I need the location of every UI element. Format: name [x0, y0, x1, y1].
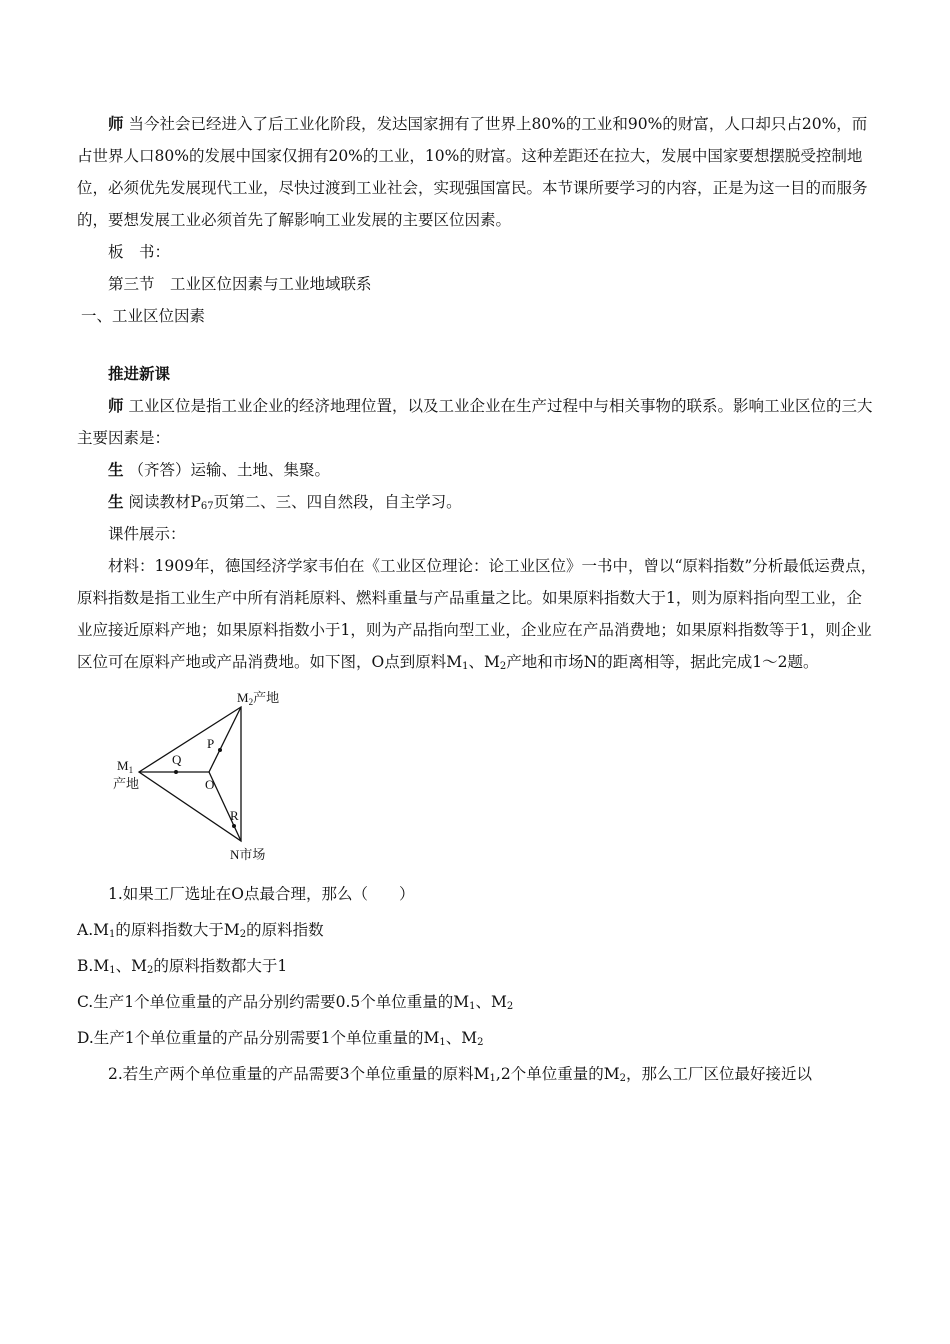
- m1-suffix: 产地: [113, 776, 140, 791]
- subscript: 1: [109, 965, 116, 976]
- speaker-student: 生: [108, 461, 124, 479]
- question-2-text: ,2个单位重量的M: [495, 1065, 620, 1083]
- triangle-outline: [139, 707, 241, 841]
- triangle-location-diagram: [77, 684, 877, 874]
- teacher-paragraph: [77, 390, 877, 454]
- subscript: 1: [109, 929, 116, 940]
- spacer: [77, 332, 877, 358]
- speaker-student: 生: [108, 493, 124, 511]
- question-2-text: ，那么工厂区位最好接近以: [625, 1065, 812, 1083]
- option-a-text: A.M: [77, 921, 109, 939]
- student-reading-paragraph: [77, 486, 877, 518]
- material-text: 材料：1909年，德国经济学家韦伯在《工业区位理论：论工业区位》一书中，曾以“原料指数”分析最低运费点，原料指数是指工业生产中所有消耗原料、燃料重量与产品重量之比。如果原料指数大于1，则为原料指向型工业，企业应接近原料产地；如果原料指数小于1，则为产品指向型工业，企业应在产品消费地；如果原料指数等于1，则企业区位可在原料产地或产品消费地。如下图，O点到原料M: [77, 557, 877, 671]
- subscript: 1: [469, 1001, 476, 1012]
- board-item-1: 一、工业区位因素: [81, 307, 206, 325]
- subscript: 1: [489, 1073, 496, 1084]
- question-1: 1.如果工厂选址在O点最合理，那么（ ）: [108, 885, 415, 903]
- subscript: 1: [439, 1037, 446, 1048]
- option-c-text: 、M: [475, 993, 507, 1011]
- option-d: [77, 1020, 877, 1056]
- student-answer-paragraph: [77, 454, 877, 486]
- subscript: 2: [506, 1001, 514, 1012]
- question-2-text: 2.若生产两个单位重量的产品需要3个单位重量的原料M: [108, 1065, 490, 1083]
- page-subscript: 67: [200, 501, 214, 512]
- p-label: P: [207, 736, 215, 751]
- m2-label: $M_2$产地: [237, 690, 280, 707]
- n-market-label: N市场: [230, 847, 266, 862]
- point-q: [174, 770, 178, 774]
- subscript: 1: [462, 661, 469, 672]
- subscript: 2: [146, 965, 154, 976]
- option-b-text: B.M: [77, 957, 110, 975]
- m1-label: $M_1$: [117, 758, 134, 775]
- point-p: [218, 748, 222, 752]
- board-label: 板 书：: [108, 243, 171, 261]
- option-a-text: 的原料指数大于M: [115, 921, 240, 939]
- point-r: [232, 824, 236, 828]
- option-b-text: 的原料指数都大于1: [153, 957, 288, 975]
- new-lesson-heading: 推进新课: [108, 365, 171, 383]
- subscript: 2: [239, 929, 247, 940]
- material-text: 产地和市场N的距离相等，据此完成1～2题。: [506, 653, 819, 671]
- q-label: Q: [172, 752, 182, 767]
- option-a: [77, 912, 877, 948]
- question-2: [77, 1056, 877, 1092]
- teacher-text: 工业区位是指工业企业的经济地理位置，以及工业企业在生产过程中与相关事物的联系。影响工业区位的三大主要因素是：: [77, 397, 873, 447]
- subscript: 2: [477, 1037, 484, 1048]
- subscript: 2: [499, 661, 507, 672]
- option-c-text: C.生产1个单位重量的产品分别约需要0.5个单位重量的M: [77, 993, 470, 1011]
- option-d-text: 、M: [445, 1029, 478, 1047]
- board-section-title: 第三节 工业区位因素与工业地域联系: [108, 275, 372, 293]
- option-b: [77, 948, 877, 984]
- student-reading-text-end: 页第二、三、四自然段，自主学习。: [213, 493, 462, 511]
- material-text: 、M: [468, 653, 500, 671]
- material-paragraph: [77, 550, 877, 678]
- subscript: 2: [619, 1073, 626, 1084]
- intro-paragraph: [77, 108, 877, 236]
- speaker-teacher: 师: [108, 115, 124, 133]
- option-a-text: 的原料指数: [246, 921, 324, 939]
- courseware-label: 课件展示：: [108, 525, 186, 543]
- option-c: [77, 984, 877, 1020]
- intro-text: 当今社会已经进入了后工业化阶段，发达国家拥有了世界上80%的工业和90%的财富，人口却只占20%，而占世界人口80%的发展中国家仅拥有20%的工业，10%的财富。这种差距还在拉大，发展中国家要想摆脱受控制地位，必须优先发展现代工业，尽快过渡到工业社会，实现强国富民。本节课所要学习的内容，正是为这一目的而服务的，要想发展工业必须首先了解影响工业发展的主要区位因素。: [77, 115, 868, 229]
- student-reading-text: 阅读教材P: [123, 493, 201, 511]
- option-d-text: D.生产1个单位重量的产品分别需要1个单位重量的M: [77, 1029, 440, 1047]
- r-label: R: [230, 808, 239, 823]
- o-label: O: [205, 777, 215, 792]
- option-b-text: 、M: [115, 957, 147, 975]
- document-page: [77, 108, 877, 1092]
- speaker-teacher: 师: [108, 397, 124, 415]
- student-answer-text: （齐答）运输、土地、集聚。: [123, 461, 330, 479]
